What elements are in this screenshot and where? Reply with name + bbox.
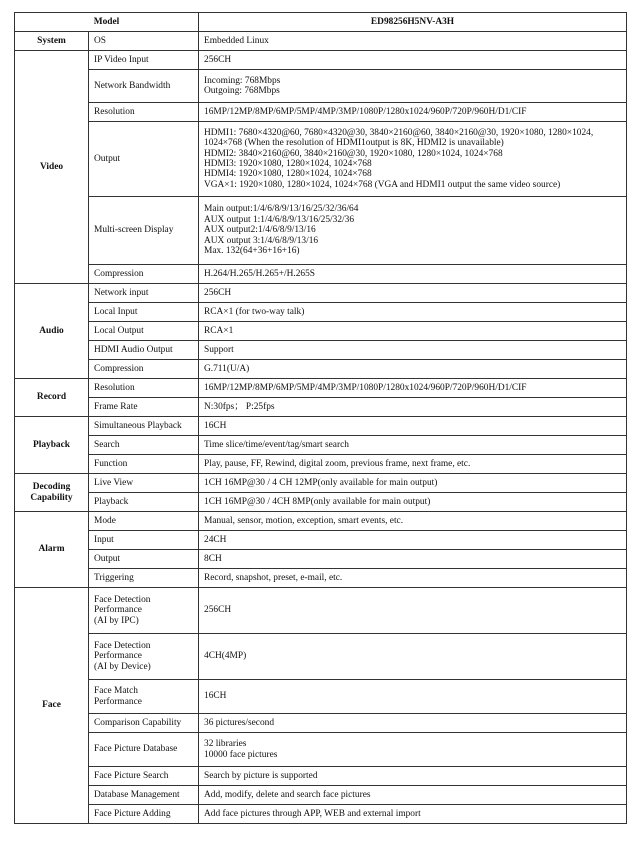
spec-value: 16CH — [199, 417, 627, 436]
spec-label: Mode — [89, 512, 199, 531]
category-decoding: Decoding Capability — [15, 474, 89, 512]
spec-label: Resolution — [89, 103, 199, 122]
audio-compression-row — [15, 360, 627, 379]
decoding-live-view-row — [15, 474, 627, 493]
spec-value: Incoming: 768Mbps Outgoing: 768Mbps — [199, 70, 627, 103]
category-audio: Audio — [15, 284, 89, 379]
spec-label: Database Management — [89, 786, 199, 805]
spec-value: 32 libraries 10000 face pictures — [199, 733, 627, 767]
spec-value: Add face pictures through APP, WEB and external import — [199, 805, 627, 824]
spec-label: Face Picture Adding — [89, 805, 199, 824]
category-playback: Playback — [15, 417, 89, 474]
spec-value: G.711(U/A) — [199, 360, 627, 379]
spec-value: 16MP/12MP/8MP/6MP/5MP/4MP/3MP/1080P/1280x1024/960P/720P/960H/D1/CIF — [199, 103, 627, 122]
spec-value: RCA×1 — [199, 322, 627, 341]
spec-label: Network input — [89, 284, 199, 303]
category-face: Face — [15, 588, 89, 824]
spec-value: HDMI1: 7680×4320@60, 7680×4320@30, 3840×2160@60, 3840×2160@30, 1920×1080, 1280×1024, 1024×768 (When the resolution of HDMI1output is 8K, HDMI2 is unavailable) HDMI2: 3840×2160@60, 3840×2160@30, 1920×1080, 1280×1024, 1024×768 HDMI3: 1920×1080, 1280×1024, 1024×768 HDMI4: 1920×1080, 1280×1024, 1024×768 VGA×1: 1920×1080, 1280×1024, 1024×768 (VGA and HDMI1 output the same video source) — [199, 122, 627, 197]
category-alarm: Alarm — [15, 512, 89, 588]
spec-value: H.264/H.265/H.265+/H.265S — [199, 265, 627, 284]
spec-label: Output — [89, 122, 199, 197]
spec-label: Network Bandwidth — [89, 70, 199, 103]
spec-label: Resolution — [89, 379, 199, 398]
spec-label: Function — [89, 455, 199, 474]
spec-label: Face Detection Performance (AI by Device) — [89, 634, 199, 680]
video-resolution-row — [15, 103, 627, 122]
model-header: Model — [15, 13, 199, 32]
audio-network-input-row — [15, 284, 627, 303]
alarm-mode-row — [15, 512, 627, 531]
spec-value: Support — [199, 341, 627, 360]
spec-label: Compression — [89, 265, 199, 284]
spec-label: Simultaneous Playback — [89, 417, 199, 436]
spec-value: 16CH — [199, 680, 627, 714]
spec-value: Record, snapshot, preset, e-mail, etc. — [199, 569, 627, 588]
video-bandwidth-row — [15, 70, 627, 103]
face-comparison-row — [15, 714, 627, 733]
playback-function-row — [15, 455, 627, 474]
category-video: Video — [15, 51, 89, 284]
spec-value: 1CH 16MP@30 / 4 CH 12MP(only available for main output) — [199, 474, 627, 493]
decoding-playback-row — [15, 493, 627, 512]
header-row — [15, 13, 627, 32]
alarm-input-row — [15, 531, 627, 550]
spec-label: Search — [89, 436, 199, 455]
video-output-row — [15, 122, 627, 197]
spec-label: Frame Rate — [89, 398, 199, 417]
face-match-row — [15, 680, 627, 714]
spec-label: Face Detection Performance (AI by IPC) — [89, 588, 199, 634]
spec-value: 256CH — [199, 588, 627, 634]
spec-label: Playback — [89, 493, 199, 512]
spec-value: 8CH — [199, 550, 627, 569]
face-detect-ipc-row — [15, 588, 627, 634]
spec-label: Multi-screen Display — [89, 197, 199, 265]
spec-value: 4CH(4MP) — [199, 634, 627, 680]
face-db-management-row — [15, 786, 627, 805]
spec-value: RCA×1 (for two-way talk) — [199, 303, 627, 322]
face-picture-adding-row — [15, 805, 627, 824]
spec-label: IP Video Input — [89, 51, 199, 70]
spec-value: Embedded Linux — [199, 32, 627, 51]
spec-value: 16MP/12MP/8MP/6MP/5MP/4MP/3MP/1080P/1280x1024/960P/720P/960H/D1/CIF — [199, 379, 627, 398]
spec-label: Face Match Performance — [89, 680, 199, 714]
audio-hdmi-row — [15, 341, 627, 360]
spec-value: Add, modify, delete and search face pictures — [199, 786, 627, 805]
spec-label: OS — [89, 32, 199, 51]
spec-value: Time slice/time/event/tag/smart search — [199, 436, 627, 455]
category-record: Record — [15, 379, 89, 417]
record-frame-rate-row — [15, 398, 627, 417]
spec-value: 256CH — [199, 284, 627, 303]
spec-value: 24CH — [199, 531, 627, 550]
face-picture-search-row — [15, 767, 627, 786]
face-database-row — [15, 733, 627, 767]
record-resolution-row — [15, 379, 627, 398]
spec-table — [14, 12, 627, 824]
spec-label: Live View — [89, 474, 199, 493]
spec-label: Comparison Capability — [89, 714, 199, 733]
spec-value: 256CH — [199, 51, 627, 70]
spec-value: Play, pause, FF, Rewind, digital zoom, previous frame, next frame, etc. — [199, 455, 627, 474]
spec-label: Input — [89, 531, 199, 550]
video-ip-input-row — [15, 51, 627, 70]
video-multiscreen-row — [15, 197, 627, 265]
spec-value: 36 pictures/second — [199, 714, 627, 733]
category-system: System — [15, 32, 89, 51]
spec-value: 1CH 16MP@30 / 4CH 8MP(only available for main output) — [199, 493, 627, 512]
playback-search-row — [15, 436, 627, 455]
spec-label: HDMI Audio Output — [89, 341, 199, 360]
spec-label: Local Output — [89, 322, 199, 341]
face-detect-device-row — [15, 634, 627, 680]
audio-local-output-row — [15, 322, 627, 341]
spec-value: Search by picture is supported — [199, 767, 627, 786]
playback-simultaneous-row — [15, 417, 627, 436]
spec-label: Triggering — [89, 569, 199, 588]
spec-label: Face Picture Database — [89, 733, 199, 767]
spec-label: Local Input — [89, 303, 199, 322]
audio-local-input-row — [15, 303, 627, 322]
alarm-triggering-row — [15, 569, 627, 588]
video-compression-row — [15, 265, 627, 284]
spec-label: Face Picture Search — [89, 767, 199, 786]
spec-label: Output — [89, 550, 199, 569]
alarm-output-row — [15, 550, 627, 569]
model-value: ED98256H5NV-A3H — [199, 13, 627, 32]
spec-value: Main output:1/4/6/8/9/13/16/25/32/36/64 AUX output 1:1/4/6/8/9/13/16/25/32/36 AUX output2:1/4/6/8/9/13/16 AUX output 3:1/4/6/8/9/13/16 Max. 132(64+36+16+16) — [199, 197, 627, 265]
system-os-row — [15, 32, 627, 51]
spec-value: Manual, sensor, motion, exception, smart events, etc. — [199, 512, 627, 531]
spec-value: N:30fps； P:25fps — [199, 398, 627, 417]
spec-label: Compression — [89, 360, 199, 379]
